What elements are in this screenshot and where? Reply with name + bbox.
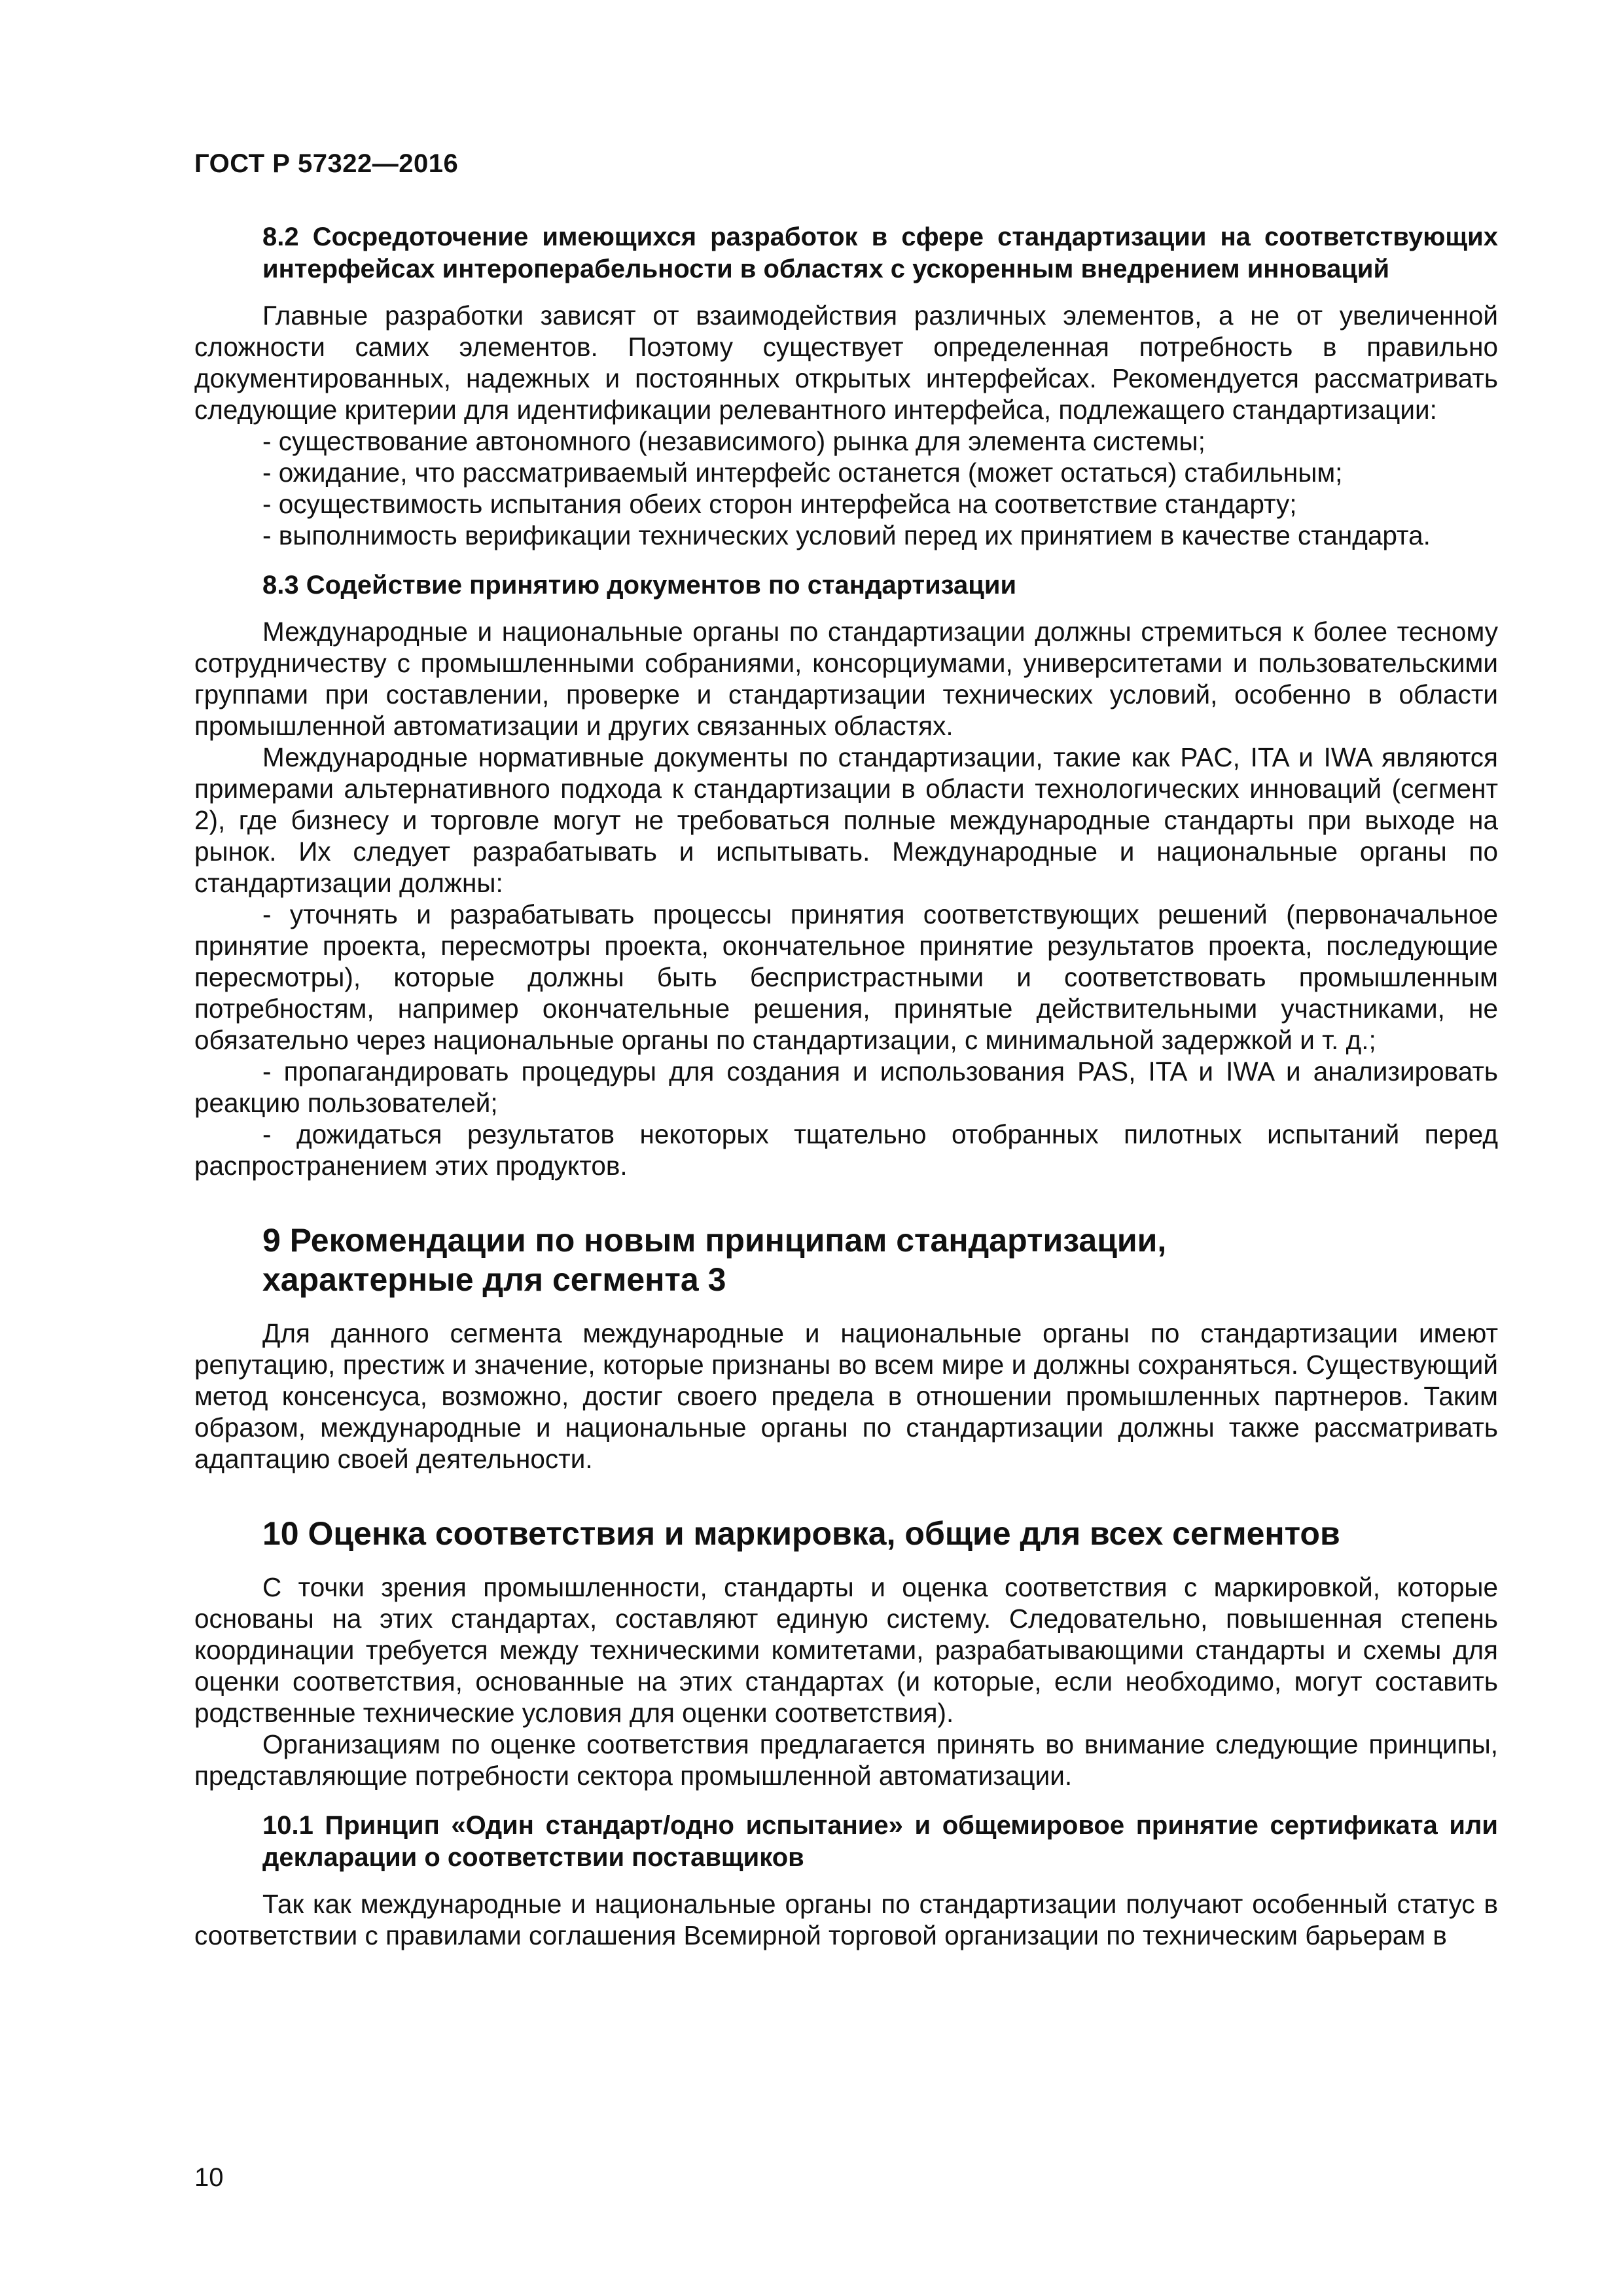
- section-10-paragraph: Организациям по оценке соответствия предлагается принять во внимание следующие принципы, представляющие потребности сектора промышленной автоматизации.: [194, 1729, 1498, 1791]
- section-8-2-list-item: - выполнимость верификации технических условий перед их принятием в качестве стандарта.: [262, 520, 1431, 550]
- section-8-2-title: 8.2 Сосредоточение имеющихся разработок в сфере стандартизации на соответствующих интерфейсах интероперабельности в областях с ускоренным внедрением инноваций: [262, 223, 1498, 283]
- section-8-2-list-item: - осуществимость испытания обеих сторон интерфейса на соответствие стандарту;: [262, 489, 1297, 519]
- section-10-1-title: 10.1 Принцип «Один стандарт/одно испытание» и общемировое принятие сертификата или декларации о соответствии поставщиков: [262, 1811, 1498, 1872]
- section-9-title-line1: 9 Рекомендации по новым принципам стандартизации,: [262, 1222, 1167, 1259]
- section-10-paragraph: С точки зрения промышленности, стандарты и оценка соответствия с маркировкой, которые основаны на этих стандартах, составляют единую систему. Следовательно, повышенная степень координации требуется между техническими комитетами, разрабатывающими стандарты и схемы для оценки соответствия, основанные на этих стандартах (и которые, если необходимо, могут составить родственные технические условия для оценки соответствия).: [194, 1572, 1498, 1728]
- section-8-3-list-item: - уточнять и разрабатывать процессы принятия соответствующих решений (первоначальное принятие проекта, пересмотры проекта, окончательное принятие результатов проекта, последующие пересмотры), которые должны быть беспристрастными и соответствовать промышленным потребностям, например окончательные решения, принятые действительными участниками, не обязательно через национальные органы по стандартизации, с минимальной задержкой и т. д.;: [194, 899, 1498, 1055]
- section-8-3-paragraph: Международные нормативные документы по стандартизации, такие как PAC, ITA и IWA являются примерами альтернативного подхода к стандартизации в области технологических инноваций (сегмент 2), где бизнесу и торговле могут не требоваться полные международные стандарты при выходе на рынок. Их следует разрабатывать и испытывать. Международные и национальные органы по стандартизации должны:: [194, 742, 1498, 898]
- page-content: [194, 221, 1498, 1951]
- section-9-paragraph: Для данного сегмента международные и национальные органы по стандартизации имеют репутацию, престиж и значение, которые признаны во всем мире и должны сохраняться. Существующий метод консенсуса, возможно, достиг своего предела в отношении промышленных партнеров. Таким образом, международные и национальные органы по стандартизации должны также рассматривать адаптацию своей деятельности.: [194, 1318, 1498, 1474]
- section-10-1-paragraph: Так как международные и национальные органы по стандартизации получают особенный статус в соответствии с правилами соглашения Всемирной торговой организации по техническим барьерам в: [194, 1889, 1498, 1950]
- section-9-title-line2: характерные для сегмента 3: [262, 1261, 726, 1298]
- section-8-2-list-item: - ожидание, что рассматриваемый интерфейс останется (может остаться) стабильным;: [262, 457, 1343, 488]
- section-9-title: [194, 1221, 1498, 1299]
- page-number: 10: [194, 2163, 224, 2192]
- section-8-3-paragraph: Международные и национальные органы по стандартизации должны стремиться к более тесному сотрудничеству с промышленными собраниями, консорциумами, университетами и пользовательскими группами при составлении, проверке и стандартизации технических условий, особенно в области промышленной автоматизации и других связанных областях.: [194, 617, 1498, 741]
- section-8-3-title: 8.3 Содействие принятию документов по стандартизации: [262, 571, 1017, 600]
- section-8-3-list-item: - дожидаться результатов некоторых тщательно отобранных пилотных испытаний перед распространением этих продуктов.: [194, 1119, 1498, 1181]
- section-8-2-paragraph: Главные разработки зависят от взаимодействия различных элементов, а не от увеличенной сложности самих элементов. Поэтому существует определенная потребность в правильно документированных, надежных и постоянных открытых интерфейсах. Рекомендуется рассматривать следующие критерии для идентификации релевантного интерфейса, подлежащего стандартизации:: [194, 300, 1498, 425]
- document-id-header: ГОСТ Р 57322—2016: [194, 149, 459, 178]
- section-8-3-list-item: - пропагандировать процедуры для создания и использования PAS, ITA и IWA и анализировать реакцию пользователей;: [194, 1056, 1498, 1118]
- section-10-title: 10 Оценка соответствия и маркировка, общие для всех сегментов: [262, 1515, 1340, 1552]
- section-8-2-list-item: - существование автономного (независимого) рынка для элемента системы;: [262, 426, 1205, 456]
